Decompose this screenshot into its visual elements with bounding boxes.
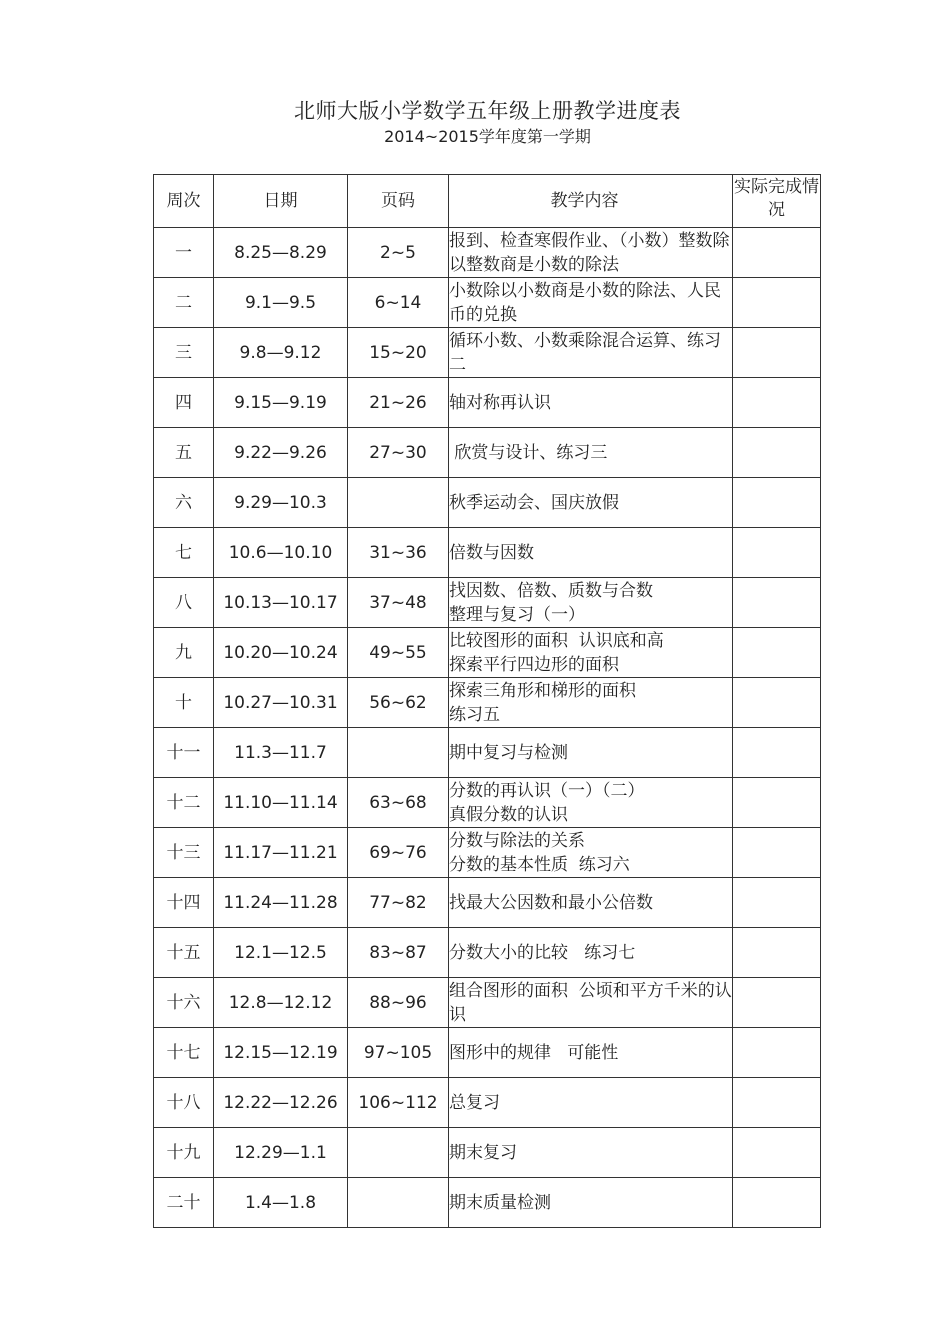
content-cell: 分数的再认识（一）（二） 真假分数的认识 xyxy=(449,778,733,828)
table-row xyxy=(154,328,821,378)
done-cell xyxy=(733,828,821,878)
done-cell xyxy=(733,728,821,778)
content-cell: 报到、检查寒假作业、（小数）整数除以整数商是小数的除法 xyxy=(449,228,733,278)
content-cell: 期末质量检测 xyxy=(449,1178,733,1228)
pages-cell: 77~82 xyxy=(348,878,449,928)
content-cell: 分数与除法的关系 分数的基本性质 练习六 xyxy=(449,828,733,878)
table-row xyxy=(154,928,821,978)
done-cell xyxy=(733,878,821,928)
header-date: 日期 xyxy=(214,175,348,228)
done-cell xyxy=(733,1028,821,1078)
pages-cell: 56~62 xyxy=(348,678,449,728)
week-cell: 十八 xyxy=(154,1078,214,1128)
content-cell: 倍数与因数 xyxy=(449,528,733,578)
table-header-row xyxy=(154,175,821,228)
pages-cell: 69~76 xyxy=(348,828,449,878)
document-title: 北师大版小学数学五年级上册教学进度表 xyxy=(294,99,681,123)
week-cell: 十七 xyxy=(154,1028,214,1078)
content-cell: 分数大小的比较 练习七 xyxy=(449,928,733,978)
pages-cell xyxy=(348,1128,449,1178)
content-cell: 组合图形的面积 公顷和平方千米的认识 xyxy=(449,978,733,1028)
week-cell: 二十 xyxy=(154,1178,214,1228)
pages-cell: 88~96 xyxy=(348,978,449,1028)
week-cell: 七 xyxy=(154,528,214,578)
week-cell: 三 xyxy=(154,328,214,378)
pages-cell: 27~30 xyxy=(348,428,449,478)
week-cell: 十五 xyxy=(154,928,214,978)
date-cell: 10.13—10.17 xyxy=(214,578,348,628)
document-subtitle: 2014~2015学年度第一学期 xyxy=(384,127,591,146)
done-cell xyxy=(733,578,821,628)
table-row xyxy=(154,428,821,478)
pages-cell xyxy=(348,728,449,778)
pages-cell: 6~14 xyxy=(348,278,449,328)
done-cell xyxy=(733,628,821,678)
week-cell: 十四 xyxy=(154,878,214,928)
week-cell: 十 xyxy=(154,678,214,728)
content-cell: 总复习 xyxy=(449,1078,733,1128)
table-row xyxy=(154,1178,821,1228)
header-done: 实际完成情况 xyxy=(733,175,821,228)
pages-cell: 2~5 xyxy=(348,228,449,278)
week-cell: 一 xyxy=(154,228,214,278)
content-cell: 期中复习与检测 xyxy=(449,728,733,778)
table-row xyxy=(154,728,821,778)
table-row xyxy=(154,578,821,628)
table-row xyxy=(154,1128,821,1178)
date-cell: 11.3—11.7 xyxy=(214,728,348,778)
content-cell: 欣赏与设计、练习三 xyxy=(449,428,733,478)
week-cell: 六 xyxy=(154,478,214,528)
table-row xyxy=(154,478,821,528)
week-cell: 九 xyxy=(154,628,214,678)
table-row xyxy=(154,528,821,578)
table-row xyxy=(154,228,821,278)
week-cell: 十三 xyxy=(154,828,214,878)
pages-cell: 49~55 xyxy=(348,628,449,678)
done-cell xyxy=(733,378,821,428)
date-cell: 12.1—12.5 xyxy=(214,928,348,978)
table-row xyxy=(154,278,821,328)
pages-cell: 106~112 xyxy=(348,1078,449,1128)
week-cell: 五 xyxy=(154,428,214,478)
done-cell xyxy=(733,1128,821,1178)
table-row xyxy=(154,378,821,428)
done-cell xyxy=(733,428,821,478)
content-cell: 期末复习 xyxy=(449,1128,733,1178)
date-cell: 11.24—11.28 xyxy=(214,878,348,928)
header-pages: 页码 xyxy=(348,175,449,228)
content-cell: 轴对称再认识 xyxy=(449,378,733,428)
content-cell: 循环小数、小数乘除混合运算、练习二 xyxy=(449,328,733,378)
week-cell: 十九 xyxy=(154,1128,214,1178)
table-row xyxy=(154,1028,821,1078)
pages-cell: 83~87 xyxy=(348,928,449,978)
content-cell: 探索三角形和梯形的面积 练习五 xyxy=(449,678,733,728)
date-cell: 11.17—11.21 xyxy=(214,828,348,878)
date-cell: 1.4—1.8 xyxy=(214,1178,348,1228)
week-cell: 十一 xyxy=(154,728,214,778)
schedule-table xyxy=(153,174,821,1228)
date-cell: 12.22—12.26 xyxy=(214,1078,348,1128)
week-cell: 十二 xyxy=(154,778,214,828)
table-row xyxy=(154,878,821,928)
content-cell: 图形中的规律 可能性 xyxy=(449,1028,733,1078)
content-cell: 秋季运动会、国庆放假 xyxy=(449,478,733,528)
table-row xyxy=(154,628,821,678)
header-week: 周次 xyxy=(154,175,214,228)
date-cell: 9.8—9.12 xyxy=(214,328,348,378)
done-cell xyxy=(733,278,821,328)
pages-cell xyxy=(348,1178,449,1228)
done-cell xyxy=(733,328,821,378)
week-cell: 四 xyxy=(154,378,214,428)
date-cell: 8.25—8.29 xyxy=(214,228,348,278)
schedule-body xyxy=(154,228,821,1228)
header-content: 教学内容 xyxy=(449,175,733,228)
table-row xyxy=(154,828,821,878)
date-cell: 9.15—9.19 xyxy=(214,378,348,428)
date-cell: 10.6—10.10 xyxy=(214,528,348,578)
pages-cell: 31~36 xyxy=(348,528,449,578)
pages-cell xyxy=(348,478,449,528)
week-cell: 十六 xyxy=(154,978,214,1028)
table-row xyxy=(154,1078,821,1128)
date-cell: 9.29—10.3 xyxy=(214,478,348,528)
date-cell: 10.27—10.31 xyxy=(214,678,348,728)
table-row xyxy=(154,678,821,728)
pages-cell: 63~68 xyxy=(348,778,449,828)
done-cell xyxy=(733,1178,821,1228)
date-cell: 11.10—11.14 xyxy=(214,778,348,828)
content-cell: 找因数、倍数、质数与合数 整理与复习（一） xyxy=(449,578,733,628)
date-cell: 9.22—9.26 xyxy=(214,428,348,478)
date-cell: 12.8—12.12 xyxy=(214,978,348,1028)
content-cell: 小数除以小数商是小数的除法、人民币的兑换 xyxy=(449,278,733,328)
date-cell: 9.1—9.5 xyxy=(214,278,348,328)
table-row xyxy=(154,778,821,828)
content-cell: 找最大公因数和最小公倍数 xyxy=(449,878,733,928)
pages-cell: 37~48 xyxy=(348,578,449,628)
done-cell xyxy=(733,928,821,978)
done-cell xyxy=(733,1078,821,1128)
pages-cell: 21~26 xyxy=(348,378,449,428)
done-cell xyxy=(733,778,821,828)
date-cell: 12.29—1.1 xyxy=(214,1128,348,1178)
done-cell xyxy=(733,528,821,578)
date-cell: 10.20—10.24 xyxy=(214,628,348,678)
week-cell: 八 xyxy=(154,578,214,628)
date-cell: 12.15—12.19 xyxy=(214,1028,348,1078)
pages-cell: 97~105 xyxy=(348,1028,449,1078)
table-row xyxy=(154,978,821,1028)
done-cell xyxy=(733,478,821,528)
pages-cell: 15~20 xyxy=(348,328,449,378)
done-cell xyxy=(733,978,821,1028)
week-cell: 二 xyxy=(154,278,214,328)
content-cell: 比较图形的面积 认识底和高 探索平行四边形的面积 xyxy=(449,628,733,678)
done-cell xyxy=(733,678,821,728)
done-cell xyxy=(733,228,821,278)
